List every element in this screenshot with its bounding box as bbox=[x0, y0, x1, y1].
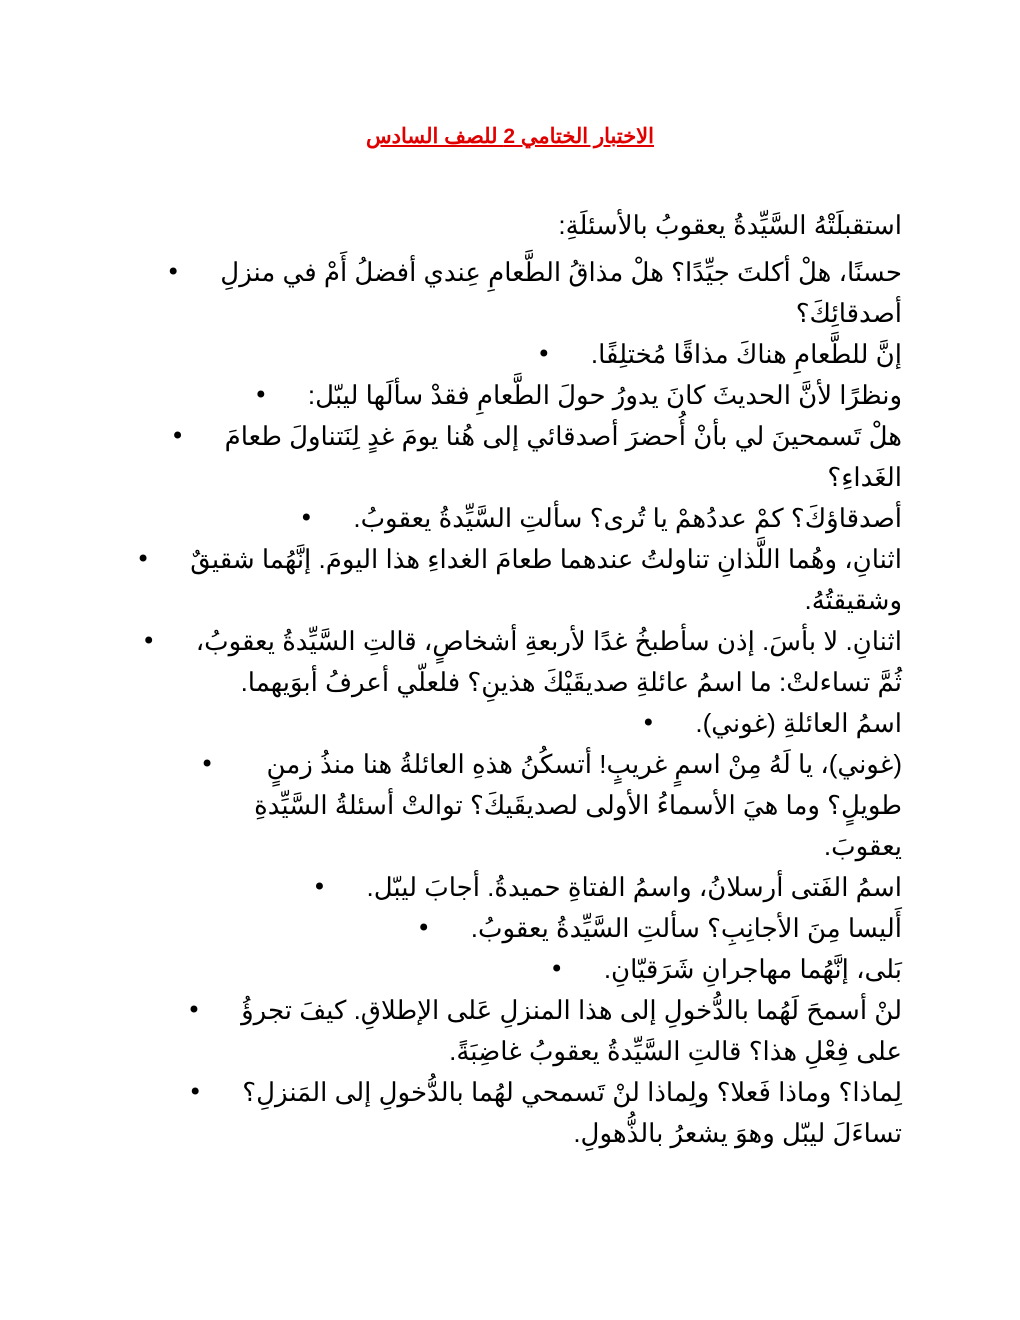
bullet-icon: • bbox=[253, 381, 268, 409]
bullet-icon: • bbox=[549, 955, 564, 983]
text-line: الغَداءِ؟ bbox=[827, 462, 902, 492]
list-item-text bbox=[254, 744, 902, 867]
text-line: اثنانِ، وهُما اللَّذانِ تناولتُ عندهما طعامَ الغداءِ هذا اليومَ. إنَّهُما شقيقٌ bbox=[190, 544, 902, 574]
bullet-icon: • bbox=[188, 1078, 203, 1106]
list-item bbox=[82, 744, 902, 867]
bullet-icon: • bbox=[166, 258, 181, 286]
list-item bbox=[82, 1072, 902, 1154]
list-item bbox=[82, 621, 902, 703]
text-line: لِماذا؟ وماذا فَعلا؟ ولِماذا لنْ تَسمحي لهُما بالدُّخولِ إلى المَنزلِ؟ bbox=[242, 1077, 902, 1107]
list-item bbox=[82, 949, 902, 990]
text-line: لنْ أسمحَ لَهُما بالدُّخولِ إلى هذا المنزلِ عَلى الإطلاقِ. كيفَ تجرؤُ bbox=[241, 995, 902, 1025]
list-item-text bbox=[241, 990, 902, 1072]
text-line: ثُمَّ تساءلتْ: ما اسمُ عائلةِ صديقَيْكَ هذينِ؟ فلعلّي أعرفُ أبوَيهما. bbox=[240, 667, 902, 697]
list-item bbox=[82, 908, 902, 949]
text-line: طويلٍ؟ وما هيَ الأسماءُ الأولى لصديقَيكَ؟ توالتْ أسئلةُ السَّيِّدةِ bbox=[254, 790, 902, 820]
text-line: على فِعْلِ هذا؟ قالتِ السَّيِّدةُ يعقوبُ غاضِبَةً. bbox=[449, 1036, 902, 1066]
list-item-text bbox=[591, 334, 902, 375]
text-line: ونظرًا لأنَّ الحديثَ كانَ يدورُ حولَ الطَّعامِ فقدْ سألَها ليبّل: bbox=[307, 380, 902, 410]
text-line: وشقيقتُهُ. bbox=[804, 585, 902, 615]
bullet-icon: • bbox=[312, 873, 327, 901]
bullet-icon: • bbox=[416, 914, 431, 942]
list-item-text bbox=[367, 867, 902, 908]
text-line: أَليسا مِنَ الأجانِبِ؟ سألتِ السَّيِّدةُ يعقوبُ. bbox=[470, 913, 902, 943]
list-item-text bbox=[471, 908, 902, 949]
page-title: الاختبار الختامي 2 للصف السادس bbox=[366, 125, 654, 148]
bullet-icon: • bbox=[536, 340, 551, 368]
list-item-text bbox=[604, 949, 902, 990]
list-item bbox=[82, 334, 902, 375]
list-item bbox=[82, 252, 902, 334]
list-item bbox=[82, 867, 902, 908]
list-item-text bbox=[220, 252, 902, 334]
list-item-text bbox=[190, 539, 902, 621]
list-item bbox=[82, 990, 902, 1072]
text-line: أصدقاؤكَ؟ كمْ عددُهمْ يا تُرى؟ سألتِ السَّيِّدةُ يعقوبُ. bbox=[353, 503, 902, 533]
list-item-text bbox=[196, 621, 902, 703]
bullet-icon: • bbox=[199, 750, 215, 778]
text-line: اثنانِ. لا بأسَ. إذن سأطبخُ غدًا لأربعةِ أشخاصٍ، قالتِ السَّيِّدةُ يعقوبُ، bbox=[195, 626, 902, 656]
dialogue-list bbox=[82, 252, 902, 1154]
text-line: إنَّ للطَّعامِ هناكَ مذاقًا مُختلِفًا. bbox=[590, 339, 902, 369]
list-item bbox=[82, 498, 902, 539]
text-line: اسمُ العائلةِ (غوني). bbox=[695, 708, 902, 738]
list-item-text bbox=[695, 703, 902, 744]
list-item bbox=[82, 539, 902, 621]
text-line: حسنًا، هلْ أكلتَ جيِّدًا؟ هلْ مذاقُ الطَّعامِ عِندي أفضلُ أَمْ في منزلِ bbox=[220, 257, 902, 287]
list-item-text bbox=[242, 1072, 902, 1154]
bullet-icon: • bbox=[641, 709, 656, 737]
list-item-text bbox=[225, 416, 902, 498]
bullet-icon: • bbox=[299, 504, 314, 532]
list-item-text bbox=[353, 498, 902, 539]
list-item bbox=[82, 416, 902, 498]
list-item-text bbox=[308, 375, 902, 416]
text-line: اسمُ الفَتى أرسلانُ، واسمُ الفتاةِ حميدةُ. أجابَ ليبّل. bbox=[366, 872, 902, 902]
text-line: أصدقائِكَ؟ bbox=[795, 298, 902, 328]
text-line: تساءَلَ ليبّل وهوَ يشعرُ بالذُّهولِ. bbox=[573, 1118, 902, 1148]
list-item bbox=[82, 703, 902, 744]
intro-line: استقبلَتْهُ السَّيِّدةُ يعقوبُ بالأسئلَةِ: bbox=[558, 210, 902, 240]
list-item bbox=[82, 375, 902, 416]
bullet-icon: • bbox=[170, 422, 185, 450]
text-line: بَلى، إنَّهُما مهاجرانِ شَرَقيّانِ. bbox=[603, 954, 902, 984]
bullet-icon: • bbox=[136, 545, 151, 573]
bullet-icon: • bbox=[186, 996, 202, 1024]
bullet-icon: • bbox=[141, 627, 156, 655]
text-line: هلْ تَسمحينَ لي بأنْ أُحضرَ أصدقائي إلى هُنا يومَ غدٍ لِنَتناولَ طعامَ bbox=[224, 421, 902, 451]
text-line: يعقوبَ. bbox=[823, 831, 902, 861]
text-line: (غوني)، يا لَهُ مِنْ اسمٍ غريبٍ! أتسكُنُ هذهِ العائلةُ هنا منذُ زمنٍ bbox=[266, 749, 902, 779]
